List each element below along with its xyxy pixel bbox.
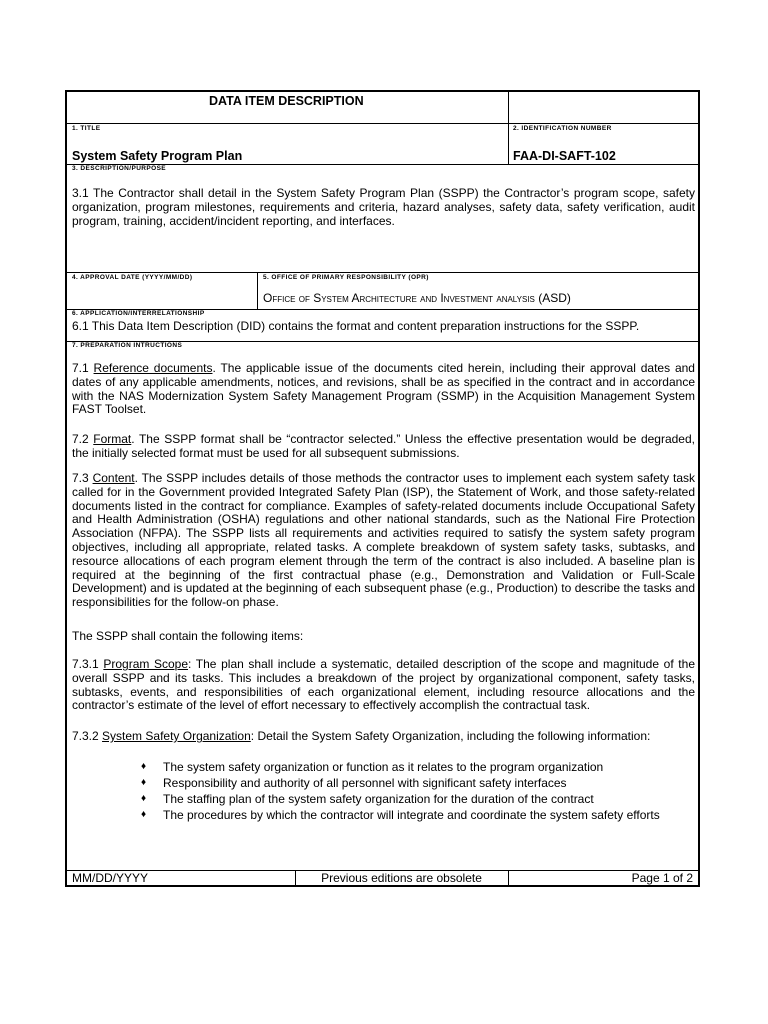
opr-office-name: Office of System Architecture and Investment analysis	[263, 291, 535, 305]
identification-number-value: FAA-DI-SAFT-102	[513, 149, 616, 163]
paragraph-number: 7.3.2	[72, 729, 99, 743]
paragraph-7-3	[72, 472, 695, 610]
list-item	[141, 759, 701, 775]
list-item	[141, 775, 701, 791]
paragraph-text: : The plan shall include a systematic, detailed description of the scope and magnitude of the overall SSPP and its tasks. This includes a breakdown of the project by organizational component, safety tasks, subtasks, events, and responsibilities of each organizational element, including resource allocations and the contractor’s estimate of the level of effort necessary to effectively accomplish the contractual task.	[72, 657, 695, 713]
paragraph-text: . The SSPP format shall be “contractor selected.” Unless the effective presentation would be degraded, the initially selected format must be used for all subsequent submissions.	[72, 432, 695, 460]
paragraph-number: 7.1	[72, 361, 89, 375]
description-purpose-text: 3.1 The Contractor shall detail in the System Safety Program Plan (SSPP) the Contractor’s program scope, safety organization, program milestones, requirements and criteria, hazard analyses, safety data, safety verification, audit program, training, accident/incident reporting, and interfaces.	[72, 186, 695, 228]
paragraph-number: 7.3.1	[72, 657, 99, 671]
data-item-description-form	[65, 90, 700, 887]
paragraph-title: System Safety Organization	[102, 729, 251, 743]
organization-info-list	[141, 759, 701, 823]
list-item	[141, 791, 701, 807]
divider	[67, 272, 698, 273]
diamond-bullet-icon: ♦	[141, 761, 147, 772]
divider	[508, 870, 509, 887]
diamond-bullet-icon: ♦	[141, 793, 147, 804]
paragraph-text: . The applicable issue of the documents cited herein, including their approval dates and dates of any applicable amendments, notices, and revisions, shall be as specified in the contract and in accordance with the NAS Modernization System Safety Management Program (SSMP) in the Acquisition Management System FAST Toolset.	[72, 361, 695, 417]
identification-number-label: 2. IDENTIFICATION NUMBER	[513, 125, 612, 132]
paragraph-title: Format	[93, 432, 132, 446]
application-text: 6.1 This Data Item Description (DID) contains the format and content preparation instructions for the SSPP.	[72, 319, 640, 333]
form-title: DATA ITEM DESCRIPTION	[209, 94, 364, 108]
paragraph-7-2	[72, 433, 695, 461]
divider	[257, 272, 258, 309]
diamond-bullet-icon: ♦	[141, 809, 147, 820]
list-item-text: Responsibility and authority of all personnel with significant safety interfaces	[163, 776, 567, 790]
opr-office-code: (ASD)	[538, 291, 571, 305]
paragraph-number: 7.3	[72, 471, 89, 485]
paragraph-text: . The SSPP includes details of those methods the contractor uses to implement each system safety task called for in the Government provided Integrated Safety Plan (ISP), the Statement of Work, and those safety-related documents listed in the contract for compliance. Examples of safety-related documents include Occupational Safety and Health Administration (OSHA) regulations and other national standards, such as the National Fire Protection Association (NFPA). The SSPP lists all requirements and activities required to satisfy the system safety program objectives, including all appropriate, related tasks. A complete breakdown of system safety tasks, subtasks, and resource allocations of each program element through the term of the contract is also included. A baseline plan is required at the beginning of the first contractual phase (e.g., Demonstration and Validation or Full-Scale Development) and is updated at the beginning of each subsequent phase (e.g., Production) to describe the tasks and responsibilities for the follow-on phase.	[72, 471, 695, 610]
footer-date: MM/DD/YYYY	[72, 871, 149, 885]
title-label: 1. TITLE	[72, 125, 101, 132]
description-purpose-label: 3. DESCRIPTION/PURPOSE	[72, 165, 167, 172]
application-label: 6. APPLICATION/INTERRELATIONSHIP	[72, 310, 205, 317]
approval-date-label: 4. APPROVAL DATE (YYYY/MM/DD)	[72, 274, 193, 281]
opr-value	[263, 291, 571, 305]
preparation-instructions-label: 7. PREPARATION INTRUCTIONS	[72, 342, 183, 349]
title-value: System Safety Program Plan	[72, 149, 243, 163]
list-item-text: The procedures by which the contractor will integrate and coordinate the system safety efforts	[163, 808, 660, 822]
paragraph-text: : Detail the System Safety Organization, including the following information:	[250, 729, 651, 743]
footer-note: Previous editions are obsolete	[321, 871, 482, 885]
list-item	[141, 807, 701, 823]
divider	[508, 92, 509, 164]
list-item-text: The system safety organization or function as it relates to the program organization	[163, 760, 604, 774]
paragraph-title: Reference documents	[93, 361, 213, 375]
paragraph-number: 7.2	[72, 432, 89, 446]
paragraph-title: Program Scope	[103, 657, 189, 671]
paragraph-title: Content	[92, 471, 135, 485]
page-number: Page 1 of 2	[631, 871, 693, 885]
list-item-text: The staffing plan of the system safety organization for the duration of the contract	[163, 792, 594, 806]
paragraph-7-1	[72, 362, 695, 417]
items-intro: The SSPP shall contain the following items:	[72, 629, 304, 643]
diamond-bullet-icon: ♦	[141, 777, 147, 788]
paragraph-7-3-2	[72, 730, 695, 744]
paragraph-7-3-1	[72, 658, 695, 713]
divider	[67, 123, 698, 124]
opr-label: 5. OFFICE OF PRIMARY RESPONSIBILITY (OPR)	[263, 274, 429, 281]
